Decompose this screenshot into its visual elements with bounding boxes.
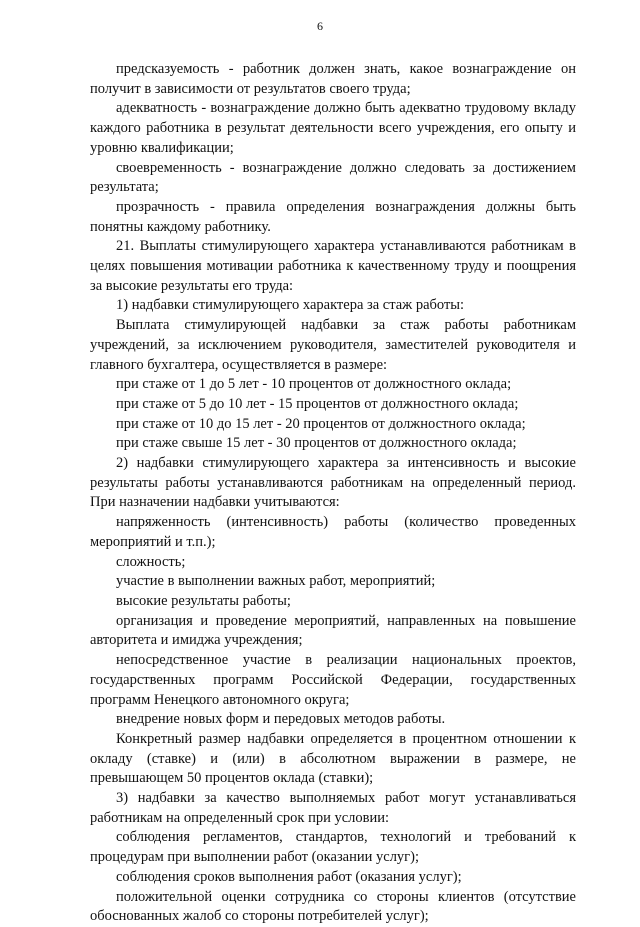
paragraph: высокие результаты работы; — [116, 592, 291, 609]
page-number: 6 — [317, 19, 323, 33]
paragraph: предсказуемость - работник должен знать, какое вознаграждение он получит в зависимости от результатов своего труда; — [90, 61, 576, 97]
document-body — [90, 60, 576, 927]
paragraph: при стаже от 10 до 15 лет - 20 процентов от должностного оклада; — [116, 415, 526, 432]
paragraph: прозрачность - правила определения вознаграждения должны быть понятны каждому работнику. — [90, 198, 576, 235]
paragraph: организация и проведение мероприятий, направленных на повышение авторитета и имиджа учреждения; — [90, 612, 576, 649]
paragraph: своевременность - вознаграждение должно следовать за достижением результата; — [90, 159, 576, 196]
paragraph: 1) надбавки стимулирующего характера за стаж работы: — [116, 297, 465, 314]
paragraph: 2) надбавки стимулирующего характера за интенсивность и высокие результаты работы устанавливаются работникам на определенный период. При назначении надбавки учитываются: — [90, 455, 576, 511]
paragraph: при стаже свыше 15 лет - 30 процентов от должностного оклада; — [116, 435, 517, 452]
paragraph: положительной оценки сотрудника со стороны клиентов (отсутствие обоснованных жалоб со стороны потребителей услуг); — [90, 888, 576, 925]
paragraph: участие в выполнении важных работ, мероприятий; — [116, 573, 436, 590]
paragraph: сложность; — [116, 553, 186, 570]
paragraph: внедрение новых форм и передовых методов работы. — [116, 711, 446, 728]
paragraph: при стаже от 5 до 10 лет - 15 процентов от должностного оклада; — [116, 395, 519, 412]
paragraph: Конкретный размер надбавки определяется в процентном отношении к окладу (ставке) и (или) в абсолютном выражении в размере, не превышающем 50 процентов оклада (ставки); — [90, 730, 576, 787]
paragraph: 21. Выплаты стимулирующего характера устанавливаются работникам в целях повышения мотивации работника к качественному труду и поощрения за высокие результаты его труда: — [90, 238, 576, 294]
paragraph: соблюдения регламентов, стандартов, технологий и требований к процедурам при выполнении работ (оказании услуг); — [90, 829, 576, 866]
paragraph: при стаже от 1 до 5 лет - 10 процентов от должностного оклада; — [116, 376, 512, 393]
paragraph: 3) надбавки за качество выполняемых работ могут устанавливаться работникам на определенный срок при условии: — [90, 790, 576, 826]
paragraph: непосредственное участие в реализации национальных проектов, государственных программ Российской Федерации, государственных программ Ненецкого автономного округа; — [90, 652, 576, 708]
paragraph: соблюдения сроков выполнения работ (оказания услуг); — [116, 868, 462, 885]
paragraph: адекватность - вознаграждение должно быть адекватно трудовому вкладу каждого работника в результат деятельности всего учреждения, его опыту и уровню квалификации; — [90, 100, 576, 156]
paragraph: напряженность (интенсивность) работы (количество проведенных мероприятий и т.п.); — [90, 514, 576, 550]
paragraph: Выплата стимулирующей надбавки за стаж работы работникам учреждений, за исключением руководителя, заместителей руководителя и главного бухгалтера, осуществляется в размере: — [90, 317, 576, 373]
